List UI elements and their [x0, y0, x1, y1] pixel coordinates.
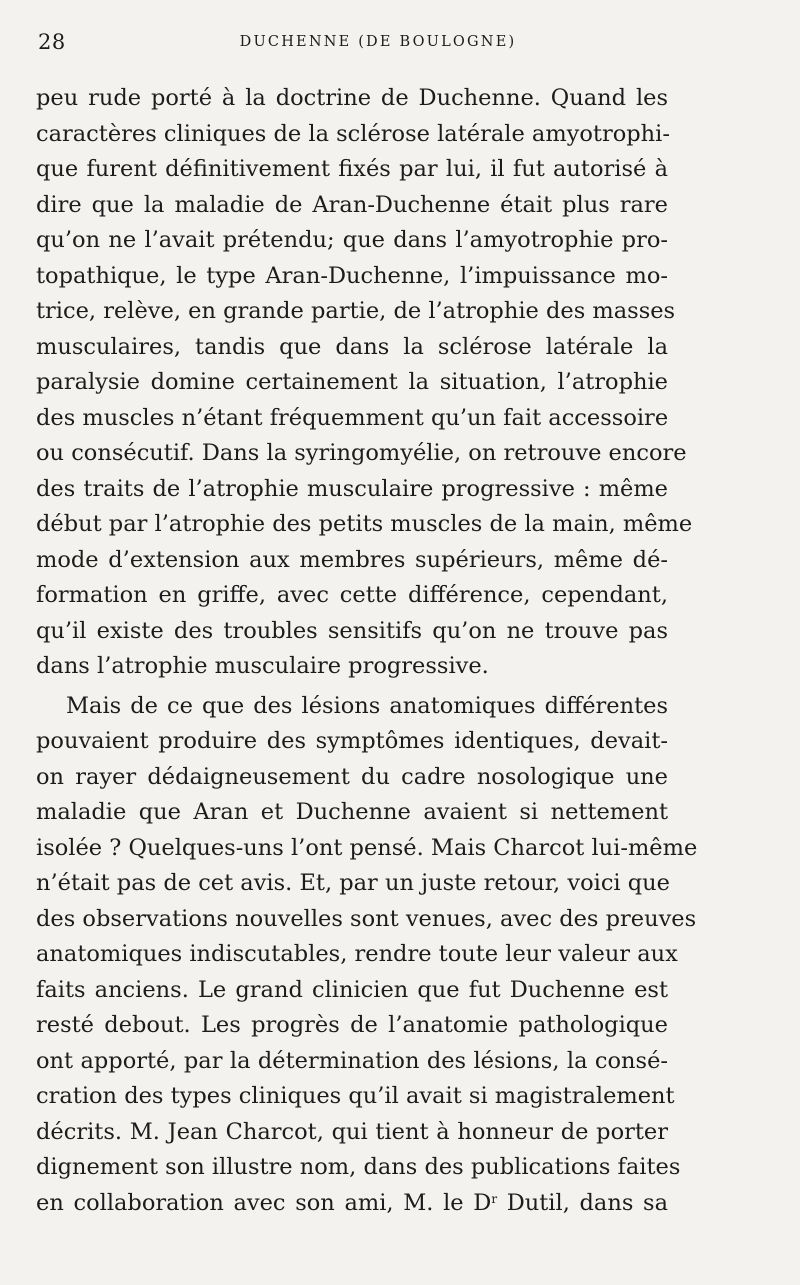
- text-segment: en collaboration avec son ami, M. le D: [36, 1189, 492, 1216]
- text-line: mode d’extension aux membres supérieurs, même dé-: [36, 546, 668, 573]
- text-line: isolée ? Quelques-uns l’ont pensé. Mais Charcot lui-même: [36, 834, 698, 861]
- text-line: pouvaient produire des symptômes identiques, devait-: [36, 728, 668, 754]
- text-line: qu’on ne l’avait prétendu; que dans l’amyotrophie pro-: [36, 227, 668, 253]
- text-line: début par l’atrophie des petits muscles de la main, même: [36, 511, 693, 537]
- text-line: musculaires, tandis que dans la sclérose latérale la: [36, 333, 668, 360]
- text-line: caractères cliniques de la sclérose latérale amyotrophi-: [36, 120, 670, 147]
- text-line: paralysie domine certainement la situation, l’atrophie: [36, 369, 668, 395]
- text-line: trice, relève, en grande partie, de l’atrophie des masses: [36, 298, 676, 324]
- text-line: resté debout. Les progrès de l’anatomie pathologique: [36, 1012, 668, 1038]
- text-line: n’était pas de cet avis. Et, par un juste retour, voici que: [36, 870, 670, 896]
- text-line: dire que la maladie de Aran-Duchenne était plus rare: [36, 191, 668, 218]
- text-line: qu’il existe des troubles sensitifs qu’on ne trouve pas: [36, 617, 668, 644]
- paragraph-start-line: Mais de ce que des lésions anatomiques différentes: [66, 692, 668, 719]
- text-line: des traits de l’atrophie musculaire progressive : même: [36, 475, 668, 502]
- text-line: ou consécutif. Dans la syringomyélie, on retrouve encore: [36, 440, 687, 466]
- running-head: DUCHENNE (DE BOULOGNE): [239, 34, 517, 50]
- text-line: faits anciens. Le grand clinicien que fut Duchenne est: [36, 976, 668, 1003]
- text-line: peu rude porté à la doctrine de Duchenne. Quand les: [36, 85, 668, 111]
- text-line: que furent définitivement fixés par lui, il fut autorisé à: [36, 156, 668, 182]
- text-line: dignement son illustre nom, dans des publications faites: [36, 1154, 681, 1180]
- text-line: décrits. M. Jean Charcot, qui tient à honneur de porter: [36, 1118, 668, 1145]
- text-line: topathique, le type Aran-Duchenne, l’impuissance mo-: [36, 262, 668, 289]
- text-line: cration des types cliniques qu’il avait si magistralement: [36, 1083, 675, 1109]
- text-line: ont apporté, par la détermination des lésions, la consé-: [36, 1047, 668, 1074]
- text-line: on rayer dédaigneusement du cadre nosologique une: [36, 763, 668, 790]
- text-segment: Dutil, dans sa: [497, 1189, 669, 1216]
- text-line: maladie que Aran et Duchenne avaient si nettement: [36, 799, 668, 825]
- page-number: 28: [38, 30, 66, 54]
- text-line: des observations nouvelles sont venues, avec des preuves: [36, 905, 697, 932]
- text-line: dans l’atrophie musculaire progressive.: [36, 653, 489, 679]
- page-header: [38, 30, 670, 62]
- text-line: des muscles n’étant fréquemment qu’un fait accessoire: [36, 404, 669, 431]
- text-line: formation en griffe, avec cette différence, cependant,: [36, 582, 668, 608]
- text-line: anatomiques indiscutables, rendre toute leur valeur aux: [36, 941, 678, 967]
- body-text: [36, 81, 698, 1221]
- text-line: [36, 1186, 668, 1222]
- superscript: r: [491, 1191, 498, 1206]
